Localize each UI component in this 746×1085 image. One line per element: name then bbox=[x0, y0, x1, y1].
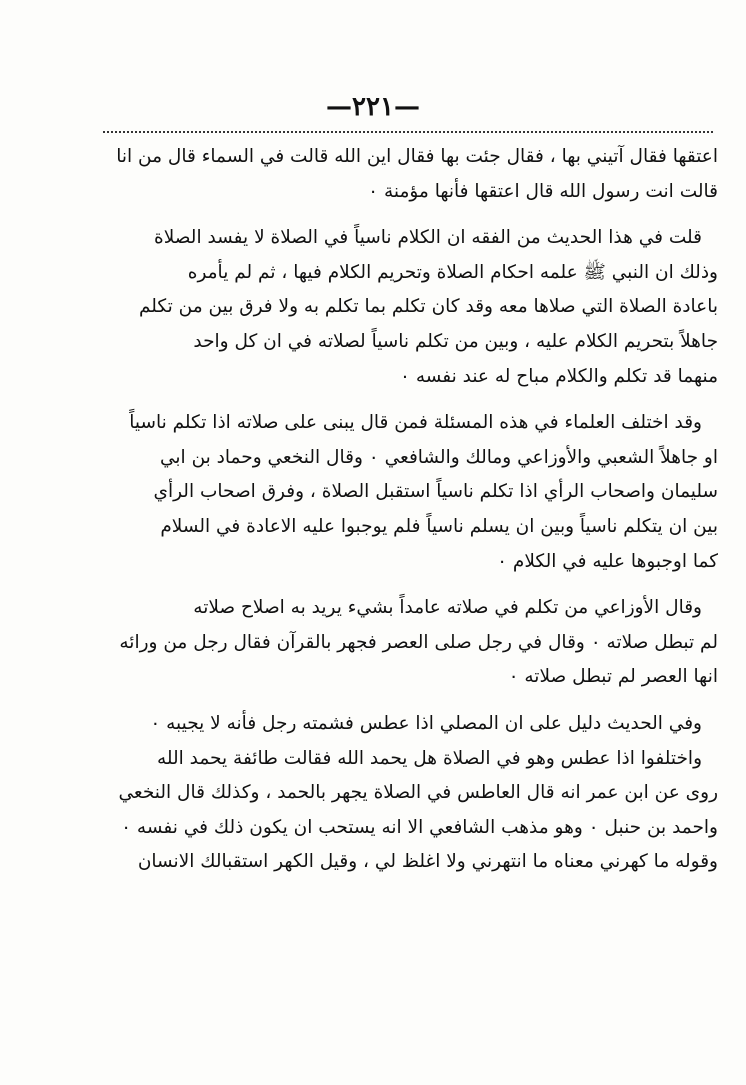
text-line: واحمد بن حنبل ٠ وهو مذهب الشافعي الا انه يستحب ان يكون ذلك في نفسه ٠ bbox=[121, 816, 718, 838]
paragraph bbox=[98, 406, 718, 579]
text-line: وذلك ان النبي ﷺ علمه احكام الصلاة وتحريم الكلام فيها ، ثم لم يأمره bbox=[187, 261, 718, 283]
text-line: بين ان يتكلم ناسياً وبين ان يسلم ناسياً فلم يوجبوا عليه الاعادة في السلام bbox=[160, 515, 718, 537]
text-line: روى عن ابن عمر انه قال العاطس في الصلاة يجهر بالحمد ، وكذلك قال النخعي bbox=[118, 782, 718, 804]
text-line: انها العصر لم تبطل صلاته ٠ bbox=[508, 666, 718, 688]
paragraph bbox=[98, 140, 718, 209]
paragraph bbox=[98, 591, 718, 695]
paragraph bbox=[98, 707, 718, 742]
text-line: وقد اختلف العلماء في هذه المسئلة فمن قال يبنى على صلاته اذا تكلم ناسياً bbox=[129, 412, 702, 434]
text-line: باعادة الصلاة التي صلاها معه وقد كان تكلم بما تكلم به ولا فرق بين من تكلم bbox=[139, 296, 718, 318]
text-line: سليمان واصحاب الرأي اذا تكلم ناسياً استقبل الصلاة ، وفرق اصحاب الرأي bbox=[153, 481, 718, 503]
text-line: منهما قد تكلم والكلام مباح له عند نفسه ٠ bbox=[400, 365, 718, 387]
text-line: واختلفوا اذا عطس وهو في الصلاة هل يحمد الله فقالت طائفة يحمد الله bbox=[156, 747, 702, 769]
text-line: كما اوجبوها عليه في الكلام ٠ bbox=[497, 550, 718, 572]
text-line: وقوله ما كهرني معناه ما انتهرني ولا اغلظ لي ، وقيل الكهر استقبالك الانسان bbox=[137, 851, 718, 873]
paragraph bbox=[98, 742, 718, 880]
paragraph bbox=[98, 221, 718, 394]
text-line: وقال الأوزاعي من تكلم في صلاته عامداً بشيء يريد به اصلاح صلاته bbox=[193, 597, 702, 619]
text-line: لم تبطل صلاته ٠ وقال في رجل صلى العصر فجهر بالقرآن فقال رجل من ورائه bbox=[119, 631, 718, 653]
text-line: اعتقها فقال آتيني بها ، فقال جئت بها فقال اين الله قالت في السماء قال من انا bbox=[116, 146, 718, 167]
text-line: وفي الحديث دليل على ان المصلي اذا عطس فشمته رجل فأنه لا يجيبه ٠ bbox=[150, 712, 702, 734]
page-number: —٢٢١— bbox=[326, 92, 420, 122]
text-line: او جاهلاً الشعبي والأوزاعي ومالك والشافعي ٠ وقال النخعي وحماد بن ابي bbox=[159, 446, 718, 468]
text-line: قالت انت رسول الله قال اعتقها فأنها مؤمنة ٠ bbox=[368, 180, 718, 202]
header-rule bbox=[103, 131, 713, 133]
text-line: جاهلاً بتحريم الكلام عليه ، وبين من تكلم ناسياً لصلاته في ان كل واحد bbox=[193, 330, 718, 352]
text-line: قلت في هذا الحديث من الفقه ان الكلام ناسياً في الصلاة لا يفسد الصلاة bbox=[154, 227, 702, 249]
body-text bbox=[98, 140, 718, 880]
